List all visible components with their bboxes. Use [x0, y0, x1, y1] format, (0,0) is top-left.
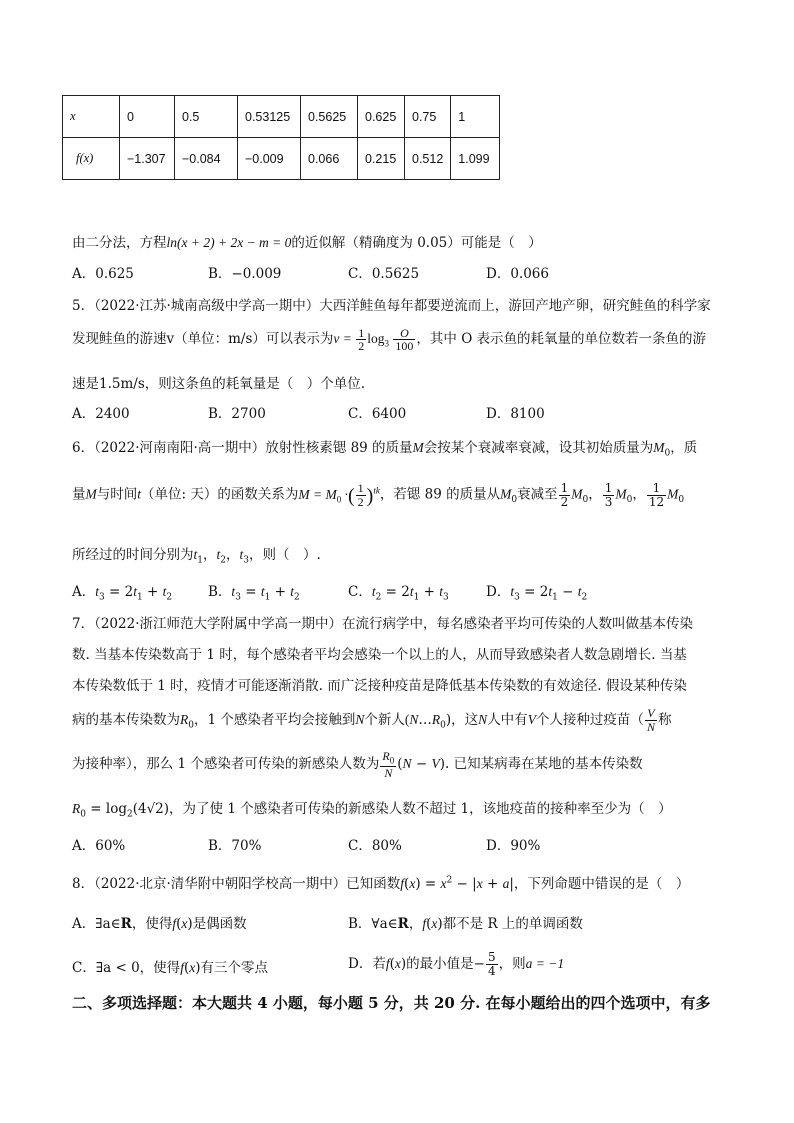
value-table — [62, 95, 500, 180]
table-cell: 1.099 — [451, 138, 500, 180]
q8-option-a: A．∃a∈R，使得f(x)是偶函数 — [72, 916, 247, 932]
q5-option-b: B．2700 — [208, 406, 266, 422]
q7-option-b: B．70% — [208, 838, 262, 854]
q4-option-b: B．−0.009 — [208, 266, 282, 282]
q7-line4: 病的基本传染数为$R_0$，1 个感染者平均会接触到N个新人$(N\dots R_0)$，这N人中有V个人接种过疫苗（ $\frac{V}{N}$ 称 — [72, 706, 672, 734]
table-cell: 0.75 — [405, 96, 451, 138]
q6-option-b: B．$t_3 = t_1 + t_2$ — [208, 584, 300, 603]
q4-option-d: D．0.066 — [486, 266, 549, 282]
q7-line6: $R_0 = \log_2(4√2)$，为了使 1 个感染者可传染的新感染人数不超过 1，该地疫苗的接种率至少为（ ） — [72, 801, 672, 820]
table-cell: 0.215 — [358, 138, 405, 180]
table-cell: 0.625 — [358, 96, 405, 138]
q6-line1: 6．（2022·河南南阳·高一期中）放射性核素锶 89 的质量M会按某个衰减率衰减，设其初始质量为$M_0$，质 — [72, 440, 698, 459]
table-cell: −1.307 — [120, 138, 175, 180]
q8-line1: 8．（2022·北京·清华附中朝阳学校高一期中）已知函数$f(x) = x^2 - |x + a|$，下列命题中错误的是（ ） — [72, 875, 690, 892]
q4-option-a: A．0.625 — [72, 266, 134, 282]
section-2-heading: 二、多项选择题：本大题共 4 小题，每小题 5 分，共 20 分. 在每小题给出的四个选项中，有多 — [72, 994, 711, 1012]
table-row-x — [63, 96, 500, 138]
q7-line5: 为接种率），那么 1 个感染者可传染的新感染人数为 $\frac{R_0}{N}$ (N − V). 已知某病毒在某地的基本传染数 — [72, 748, 643, 780]
q4-option-c: C．0.5625 — [348, 266, 420, 282]
q7-line3: 本传染数低于 1 时，疫情才可能逐渐消散. 而广泛接种疫苗是降低基本传染数的有效途径. 假设某种传染 — [72, 678, 687, 694]
q6-formula: $M = M_0$ ·( $\frac{1}{2}$ )$^{tk}$ — [298, 481, 380, 509]
q7-line2: 数. 当基本传染数高于 1 时，每个感染者平均会感染一个以上的人，从而导致感染者人数急剧增长. 当基 — [72, 647, 687, 663]
q6-line3: 所经过的时间分别为$t_1$，$t_2$，$t_3$，则（ ）. — [72, 547, 321, 566]
table-header-x: x — [63, 96, 120, 138]
q7-option-a: A．60% — [72, 838, 126, 854]
table-cell: −0.084 — [175, 138, 238, 180]
table-cell: 0.066 — [301, 138, 358, 180]
table-cell: 0.5 — [175, 96, 238, 138]
table-cell: 0.5625 — [301, 96, 358, 138]
table-cell: 0 — [120, 96, 175, 138]
q7-option-c: C．80% — [348, 838, 402, 854]
table-cell: 0.53125 — [238, 96, 301, 138]
q6-option-a: A．$t_3 = 2t_1 + t_2$ — [72, 584, 173, 603]
q5-line3: 速是1.5m/s，则这条鱼的耗氧量是（ ）个单位. — [72, 376, 366, 392]
q8-option-b: B．∀a∈R，f(x)都不是 R 上的单调函数 — [348, 916, 583, 932]
table-cell: −0.009 — [238, 138, 301, 180]
q6-line2: 量M与时间t（单位: 天）的函数关系为$M = M_0$ ·( $\frac{1}{2}$ )$^{tk}$，若锶 89 的质量从$M_0$衰减至 $\frac{1}{2}$ $M_0$， $\frac{1}{3}$ $M_0$， $\frac{1}{12}$ $M_0$ — [72, 480, 685, 509]
table-cell: 0.512 — [405, 138, 451, 180]
q5-option-c: C．6400 — [348, 406, 407, 422]
q5-option-d: D．8100 — [486, 406, 545, 422]
q5-formula: v = $\frac{1}{2}$ $\log_3$ $\frac{O}{100}$ — [333, 325, 414, 354]
q7-line1: 7．（2022·浙江师范大学附属中学高一期中）在流行病学中，每名感染者平均可传染的人数叫做基本传染 — [72, 616, 693, 632]
table-header-fx: f(x) — [63, 138, 120, 180]
q5-line2: 发现鲑鱼的游速v（单位：m/s）可以表示为v = $\frac{1}{2}$ $\log_3$ $\frac{O}{100}$ ，其中 O 表示鱼的耗氧量的单位数若一条鱼的游 — [72, 325, 707, 354]
q4-stem: 由二分法，方程ln(x + 2) + 2x − m = 0的近似解（精确度为 0.05）可能是（ ） — [72, 235, 542, 251]
table-row-fx — [63, 138, 500, 180]
q8-option-d: D．若f(x)的最小值是− $\frac{5}{4}$ ，则a = −1 — [348, 950, 565, 978]
q6-option-d: D．$t_3 = 2t_1 - t_2$ — [486, 584, 588, 603]
q8-option-c: C．∃a < 0，使得f(x)有三个零点 — [72, 960, 269, 976]
q7-option-d: D．90% — [486, 838, 541, 854]
q5-option-a: A．2400 — [72, 406, 130, 422]
table-cell: 1 — [451, 96, 500, 138]
q6-option-c: C．$t_2 = 2t_1 + t_3$ — [348, 584, 449, 603]
q5-line1: 5．（2022·江苏·城南高级中学高一期中）大西洋鲑鱼每年都要逆流而上，游回产地产卵，研究鲑鱼的科学家 — [72, 298, 711, 314]
